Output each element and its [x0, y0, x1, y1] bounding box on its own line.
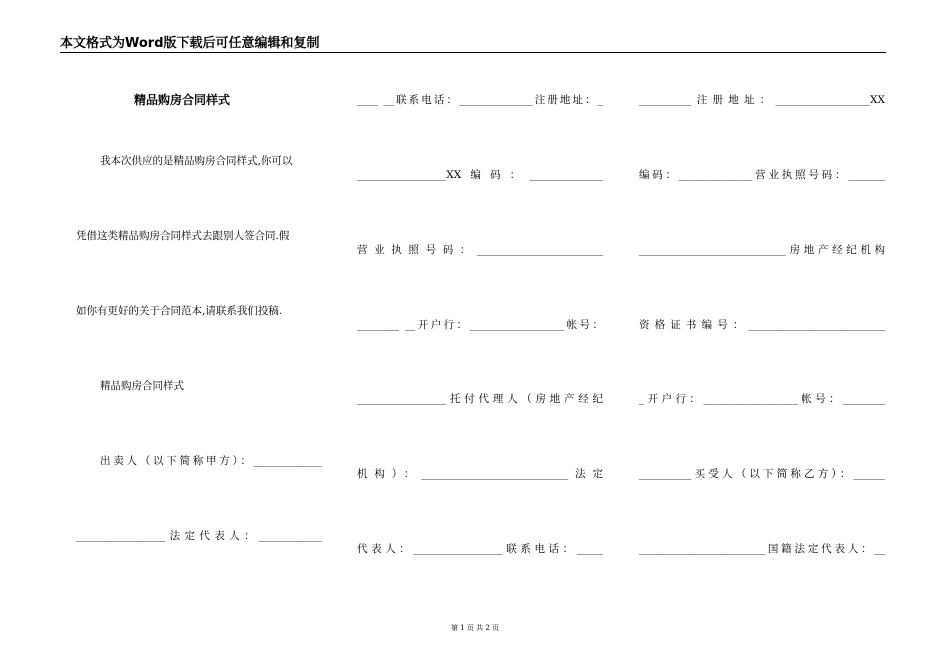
- form-line: __________注册地址：__________________XX: [639, 94, 885, 106]
- form-line: _开户行：__________________帐号：________: [639, 393, 885, 405]
- form-line: ________ __开户行：__________________帐号：: [357, 319, 603, 331]
- form-line: _________________法定代表人：____________: [76, 530, 322, 542]
- form-line: _________________XX编码：______________: [357, 169, 603, 181]
- form-line-seller: 出卖人（以下简称甲方）：_____________: [100, 455, 322, 467]
- paragraph-line: 如你有更好的关于合同范本,请联系我们投稿.: [76, 305, 283, 317]
- paragraph-line: 凭借这类精品购房合同样式去跟别人签合同.假: [76, 230, 290, 242]
- form-line: 代表人：_________________联系电话：_____: [357, 543, 603, 555]
- form-line: 营业执照号码：________________________: [357, 244, 603, 256]
- form-line: ____________________________房地产经纪机构: [639, 244, 885, 256]
- page-header: [60, 36, 886, 53]
- form-line: 机构）：____________________________法定: [357, 468, 603, 480]
- paragraph-line: 我本次供应的是精品购房合同样式,你可以: [100, 155, 293, 167]
- page-number: 第 1 页 共 2 页: [450, 624, 500, 632]
- form-line: 编码：______________营业执照号码：_______: [639, 169, 885, 181]
- form-line: ________________________国籍法定代表人：__: [639, 543, 885, 555]
- section-heading: 精品购房合同样式: [100, 380, 184, 392]
- form-line: _________________托付代理人（房地产经纪: [357, 393, 603, 405]
- form-line: ____ __联系电话：______________注册地址：_: [357, 94, 603, 106]
- form-line-buyer: __________买受人（以下简称乙方）：______: [639, 468, 885, 480]
- form-line: 资格证书编号：__________________________: [639, 319, 885, 331]
- header-text: 本文格式为Word版下载后可任意编辑和复制: [60, 36, 320, 51]
- document-title: 精品购房合同样式: [134, 93, 231, 107]
